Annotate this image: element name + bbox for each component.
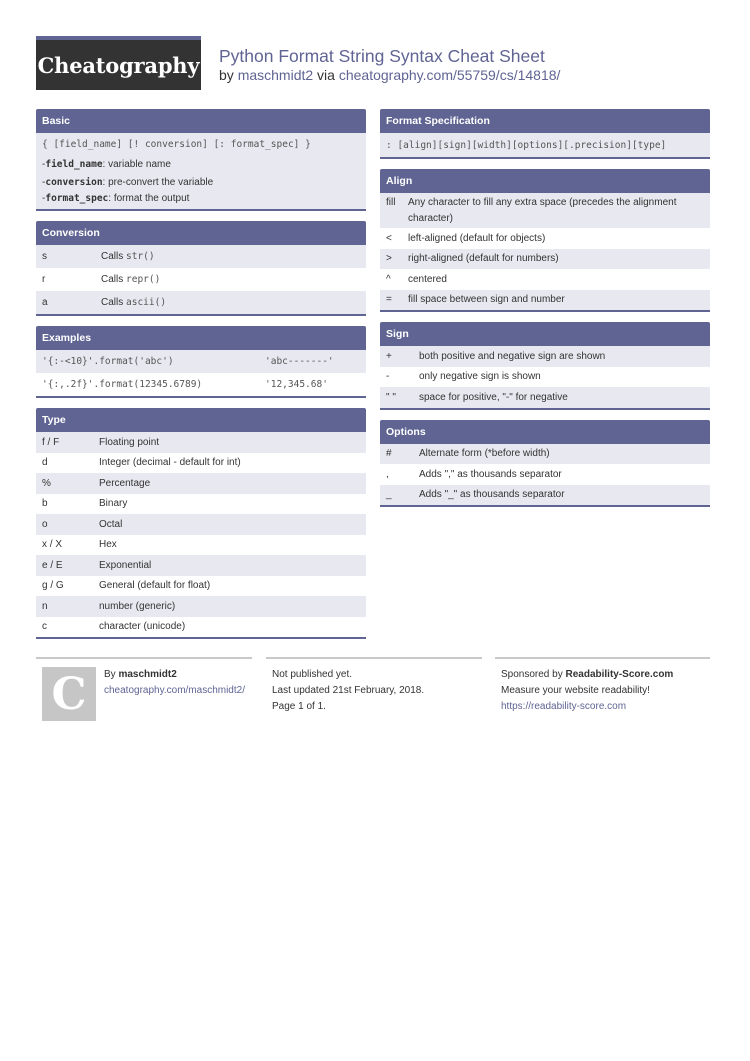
examples-section [36,326,366,398]
table-row [36,350,366,373]
table-row [36,535,366,556]
conversion-key: r [42,274,46,285]
example-result: '12,345.68' [265,378,328,390]
basic-item [36,155,366,173]
footer-publish-info [266,657,482,727]
sign-value: space for positive, "-" for negative [419,391,568,403]
conversion-key: a [42,297,48,308]
table-row [36,432,366,453]
bullet: - [42,158,46,170]
section-header: Align [380,169,710,193]
conversion-value [101,249,366,265]
conversion-section [36,221,366,316]
footer-author-text [104,667,245,699]
section-header: Examples [36,326,366,350]
section-header: Type [36,408,366,432]
section-header: Conversion [36,221,366,245]
left-column [36,109,366,649]
table-row [36,596,366,617]
example-result: 'abc-------' [265,355,334,367]
avatar-letter: C [51,668,87,720]
page-title: Python Format String Syntax Cheat Sheet [219,46,545,66]
basic-item [36,173,366,191]
conversion-value [101,272,366,288]
logo-text: Cheatography [37,52,200,78]
table-row [36,473,366,494]
align-section [380,169,710,312]
publish-text [266,659,482,723]
type-key: f / F [42,436,60,448]
table-row [36,373,366,396]
published-status: Not published yet. [272,669,353,680]
type-value: number (generic) [99,600,176,612]
align-value: left-aligned (default for objects) [408,232,546,244]
sign-value: only negative sign is shown [419,371,541,382]
sign-value: both positive and negative sign are shown [419,350,606,362]
section-header: Sign [380,322,710,346]
table-row [36,245,366,268]
table-row [36,576,366,597]
sponsor-text [495,659,710,723]
format-spec-section [380,109,710,159]
type-key: d [42,457,48,469]
type-key: n [42,600,48,612]
avatar[interactable] [42,667,96,721]
basic-item-name: field_name [45,158,103,170]
table-row [380,464,710,485]
table-row [36,514,366,535]
sheet-url-link[interactable]: cheatography.com/55759/cs/14818/ [338,67,561,83]
table-row [380,269,710,290]
type-value: Floating point [99,436,160,448]
sign-key: " " [386,391,396,403]
table-row [36,494,366,515]
option-key: _ [386,489,392,501]
table-row [380,367,710,388]
basic-item [36,191,366,209]
author-link[interactable]: maschmidt2 [237,67,314,83]
footer-author-link[interactable]: cheatography.com/maschmidt2/ [104,685,245,696]
sign-section [380,322,710,410]
table-row [380,387,710,408]
syntax-code: { [field_name] [! conversion] [: format_spec] } [42,138,311,150]
option-value: Adds "," as thousands separator [419,468,562,480]
align-key: < [386,232,392,244]
type-value: Octal [99,518,123,530]
type-key: c [42,621,47,633]
align-key: = [386,294,392,306]
basic-item-desc: : format the output [108,193,190,204]
footer-author [36,657,252,727]
example-code: '{:,.2f}'.format(12345.6789) [42,379,203,390]
type-value: character (unicode) [99,621,186,632]
table-row [380,444,710,465]
basic-item-name: conversion [45,176,103,188]
section-header: Format Specification [380,109,710,133]
type-key: % [42,477,51,489]
option-value: Alternate form (*before width) [419,448,550,459]
format-spec-syntax [380,133,710,157]
options-section [380,420,710,508]
align-value: right-aligned (default for numbers) [408,253,559,264]
sign-key: + [386,350,392,362]
align-key: ^ [386,273,391,285]
type-section [36,408,366,639]
table-row [36,291,366,314]
page-footer [36,657,710,727]
table-row [36,268,366,291]
sponsor-link[interactable]: https://readability-score.com [501,701,627,712]
align-value: centered [408,273,447,285]
align-key: > [386,253,392,265]
section-header: Options [380,420,710,444]
type-value: Percentage [99,477,151,489]
function-name: str() [126,250,155,262]
conversion-value [101,295,366,311]
by-label: By [104,669,119,680]
section-header: Basic [36,109,366,133]
sponsored-label: Sponsored by [501,669,566,680]
type-value: Binary [99,498,128,509]
type-key: b [42,498,48,510]
function-name: repr() [126,273,161,285]
table-row [380,228,710,249]
syntax-code: : [align][sign][width][options][.precision][type] [386,139,667,151]
by-label: by [219,67,234,83]
table-row [380,485,710,506]
last-updated: Last updated 21st February, 2018. [272,685,425,696]
basic-section [36,109,366,211]
sponsor-name[interactable]: Readability-Score.com [565,669,674,680]
footer-sponsor [495,657,710,727]
align-value: Any character to fill any extra space (precedes the alignment character) [408,197,677,224]
table-row [380,193,710,228]
basic-syntax [36,133,366,155]
via-label: via [317,67,335,83]
cheatography-logo[interactable] [36,36,201,90]
option-value: Adds "_" as thousands separator [419,489,565,500]
option-key: , [386,468,389,480]
table-row [36,453,366,474]
basic-item-name: format_spec [45,193,109,204]
type-key: o [42,518,48,530]
type-value: Integer (decimal - default for int) [99,457,241,468]
type-value: Hex [99,539,117,550]
calls-label: Calls [101,273,127,285]
align-value: fill space between sign and number [408,294,565,305]
type-value: Exponential [99,559,152,571]
table-row [36,555,366,576]
function-name: ascii() [126,296,167,308]
bullet: - [42,176,46,188]
bullet: - [42,193,46,204]
type-key: e / E [42,559,63,571]
basic-item-desc: : pre-convert the variable [102,176,214,188]
conversion-key: s [42,251,47,262]
footer-author-name[interactable]: maschmidt2 [118,669,177,680]
page-subtitle [219,67,560,83]
calls-label: Calls [101,296,127,308]
type-key: x / X [42,539,63,551]
table-row [380,346,710,367]
sponsor-tagline: Measure your website readability! [501,685,650,696]
table-row [380,249,710,270]
table-row [36,617,366,638]
table-row [380,290,710,311]
option-key: # [386,448,392,460]
calls-label: Calls [101,250,127,262]
example-code: '{:-<10}'.format('abc') [42,356,174,367]
type-key: g / G [42,580,64,592]
sign-key: - [386,371,390,383]
right-column [380,109,710,517]
page-number: Page 1 of 1. [272,701,326,712]
type-value: General (default for float) [99,580,211,591]
align-key: fill [386,197,396,208]
basic-item-desc: : variable name [102,158,171,170]
